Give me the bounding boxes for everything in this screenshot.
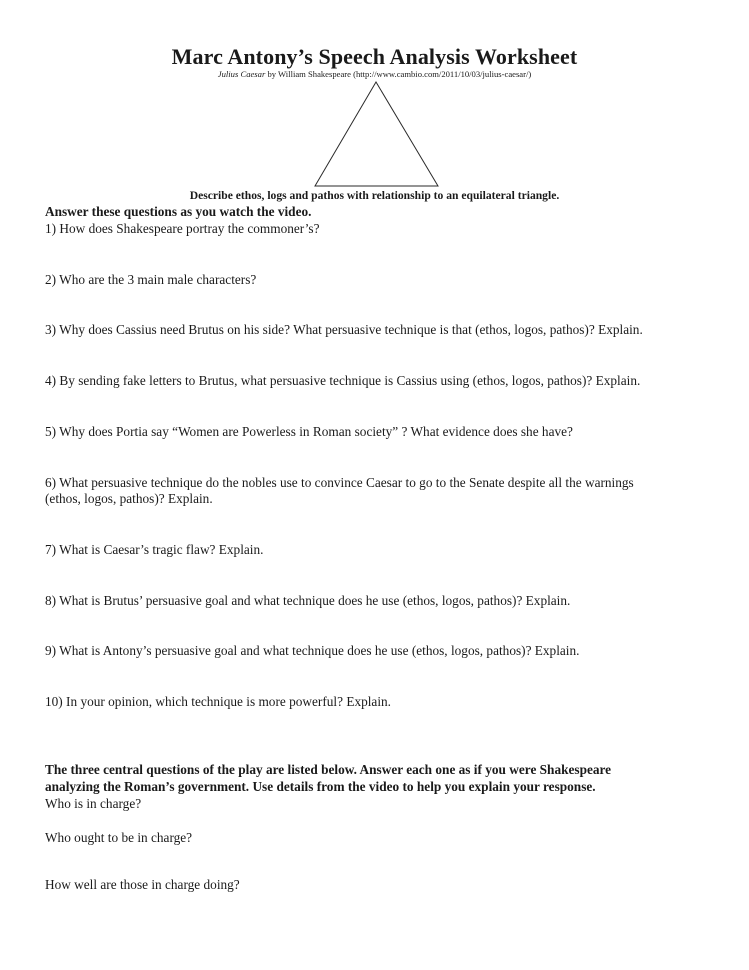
question-4: 4) By sending fake letters to Brutus, what persuasive technique is Cassius using (ethos, logos, pathos)? Explain.	[45, 373, 641, 388]
instructions-heading: Answer these questions as you watch the video.	[45, 204, 312, 219]
central-intro-line-2: analyzing the Roman’s government. Use details from the video to help you explain your response.	[45, 779, 596, 794]
subtitle-source: by William Shakespeare (http://www.cambio.com/2011/10/03/julius-caesar/)	[265, 69, 532, 79]
central-intro-line-1: The three central questions of the play are listed below. Answer each one as if you were Shakespeare	[45, 762, 612, 777]
page-subtitle	[0, 69, 749, 79]
question-2: 2) Who are the 3 main male characters?	[45, 272, 257, 287]
question-9: 9) What is Antony’s persuasive goal and what technique does he use (ethos, logos, pathos)? Explain.	[45, 643, 580, 658]
question-7: 7) What is Caesar’s tragic flaw? Explain.	[45, 542, 264, 557]
question-8: 8) What is Brutus’ persuasive goal and what technique does he use (ethos, logos, pathos)? Explain.	[45, 593, 571, 608]
question-6-line-2: (ethos, logos, pathos)? Explain.	[45, 491, 213, 506]
page-title: Marc Antony’s Speech Analysis Worksheet	[171, 44, 578, 69]
central-question-1: Who is in charge?	[45, 796, 142, 811]
question-10: 10) In your opinion, which technique is more powerful? Explain.	[45, 694, 392, 709]
figure-caption: Describe ethos, logs and pathos with relationship to an equilateral triangle.	[189, 189, 560, 202]
question-1: 1) How does Shakespeare portray the commoner’s?	[45, 221, 320, 236]
question-6-line-1: 6) What persuasive technique do the nobles use to convince Caesar to go to the Senate despite all the warnings	[45, 475, 634, 490]
question-3: 3) Why does Cassius need Brutus on his side? What persuasive technique is that (ethos, logos, pathos)? Explain.	[45, 322, 643, 337]
question-5: 5) Why does Portia say “Women are Powerless in Roman society” ? What evidence does she have?	[45, 424, 573, 439]
central-question-2: Who ought to be in charge?	[45, 830, 193, 845]
central-question-3: How well are those in charge doing?	[45, 877, 240, 892]
equilateral-triangle-figure	[312, 80, 442, 190]
subtitle-work-title: Julius Caesar	[217, 69, 266, 79]
